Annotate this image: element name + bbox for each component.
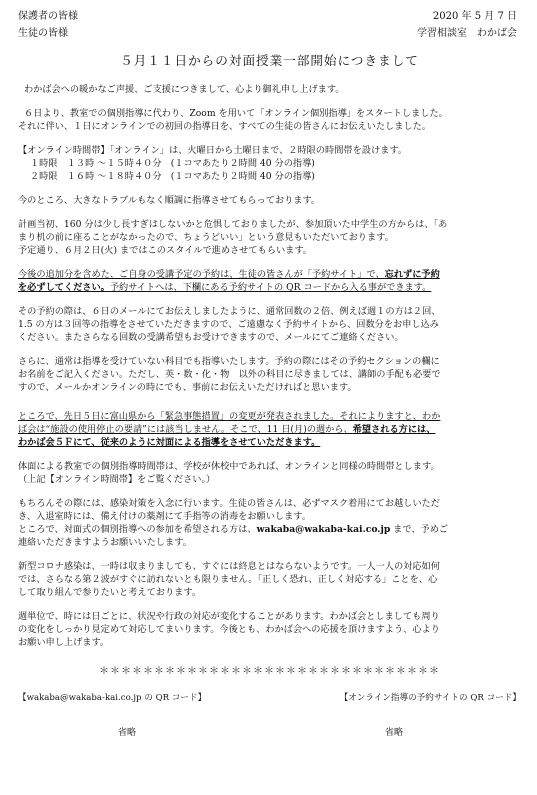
reservation-qr-label: 【オンライン指導の予約サイトの QR コード】 (339, 693, 521, 703)
subjects-paragraph: さらに、通常は指導を受けていない科目でも指導いたします。予約の際にはその予約セクションの欄に お名前をご記入ください。ただし、英・数・化・物 以外の科目に尽きましては、講師の手配も必要で すので、メールかオンラインの時にでも、事前にお伝えいただければと思います。 (18, 356, 441, 393)
letter-date: 2020 年 5 月 7 日 (432, 11, 517, 22)
reservation-paragraph: 今後の追加分を含めた、ご自身の受講予定の予約は、生徒の皆さんが「予約サイト」で、忘れずに予約 を必ずしてください。予約サイトへは、下欄にある予約サイトの QR コードから入る事ができます。 (18, 269, 440, 293)
schedule-period-2: ２時限 １６時 ～１８時４０分 (１コマあたり２時間 40 分の指導) (30, 171, 315, 182)
emergency-emphasis-1: 希望される方には、 (352, 424, 436, 435)
schedule-paragraph (18, 144, 521, 183)
online-start-paragraph: ６日より、教室での個別指導に代わり、Zoom を用いて「オンライン個別指導」をスタートしました。 それに伴い、１日にオンラインでの初回の指導日を、すべての生徒の皆さんにお伝えいたしました。 (18, 108, 448, 132)
lesson-count-paragraph: その予約の際は、６日のメールにてお伝えしましたように、通常回数の２倍、例えば週１の方は２回、 1.5 の方は３回等の指導をさせていただきますので、ご遠慮なく予約サイトから、回数分をお申し込み ください。またさらなる回数の受講希望もお受けできますので、メールにてご連絡ください。 (18, 306, 441, 343)
letter-header (18, 8, 521, 42)
reservation-emphasis: 忘れずに予約 (384, 269, 440, 280)
email-qr-label: 【wakaba@wakaba-kai.co.jp の QR コード】 (18, 693, 207, 703)
schedule-period-1: １時限 １３時 ～１５時４０分 (１コマあたり２時間 40 分の指導) (30, 158, 315, 169)
reservation-qr-omitted: 省略 (384, 728, 403, 738)
document-page (18, 8, 521, 740)
sender-block (417, 8, 521, 42)
recipient-students: 生徒の皆様 (18, 28, 68, 39)
contact-paragraph: ところで、対面式の個別指導への参加を希望される方は、wakaba@wakaba-kai.co.jp まで、予めご 連絡いただきますようお願いいたします。 (18, 524, 449, 548)
safety-paragraph: もちろんその際には、感染対策を入念に行います。生徒の皆さんは、必ずマスク着用にてお越しいただ き、入退室時には、備え付けの薬剤にて手指等の消毒をお願いします。 (18, 498, 440, 522)
emergency-emphasis-2: わかば会５Ｆにて、従来のように対面による指導をさせていただきます。 (18, 437, 321, 448)
face-to-face-paragraph: 体面による教室での個別指導時間帯は、学校が休校中であれば、オンラインと同様の時間帯とします。 （上記【オンライン時間帯】をご覧ください。） (18, 461, 440, 485)
qr-code-placeholders (18, 727, 521, 740)
recipient-guardians: 保護者の皆様 (18, 11, 78, 22)
corona-paragraph: 新型コロナ感染は、一時は収まりましても、すぐには終息とはならないようです。一人一人の対応如何 では、さらなる第２波がすぐに訪れないとも限りません。「正しく恐れ、正しく対応する」ことを、心 して取り組んで参りたいと考えております。 (18, 561, 440, 598)
emergency-paragraph: ところで、先日５日に富山県から「緊急事態措置」の変更が発表されました。それによりますと、わか ば会は“施設の使用停止の要請”には該当しません。そこで、11 日(月)の週から、希望される方には、 わかば会５Ｆにて、従来のように対面による指導をさせていただきます。 (18, 411, 441, 448)
recipients (18, 8, 78, 42)
separator-stars: ＊＊＊＊＊＊＊＊＊＊＊＊＊＊＊＊＊＊＊＊＊＊＊＊＊＊＊＊＊＊＊ (99, 666, 440, 677)
closing-paragraph: 週単位で、時には日ごとに、状況や行政の対応が変化することがあります。わかば会としましても周り の変化をしっかり見定めて対応してまいります。今後とも、わかば会への応援を頂けますよう、心より お願い申し上げます。 (18, 611, 440, 648)
email-qr-omitted: 省略 (118, 728, 137, 738)
qr-code-labels (18, 692, 521, 705)
sender-name: 学習相談室 わかば会 (417, 28, 517, 39)
greeting-paragraph: わかば会への暖かなご声援、ご支援につきまして、心より御礼申し上げます。 (24, 84, 345, 95)
letter-title: ５月１１日からの対面授業一部開始につきまして (120, 53, 419, 68)
plan-paragraph: 計画当初、160 分は少し長すぎはしないかと危惧しておりましたが、参加頂いた中学生の方からは、「あ まり机の前に座ることがなかったので、ちょうどいい」という意見もいただいております。 予定通り、６月２日(火) まではこのスタイルで進めさせてもらいます。 (18, 219, 448, 256)
schedule-intro: 【オンライン時間帯】「オンライン」は、火曜日から土曜日まで、２時限の時間帯を設けます。 (18, 145, 407, 156)
contact-email[interactable]: wakaba@wakaba-kai.co.jp (256, 524, 391, 535)
status-paragraph: 今のところ、大きなトラブルもなく順調に指導させてもらっております。 (18, 195, 321, 206)
